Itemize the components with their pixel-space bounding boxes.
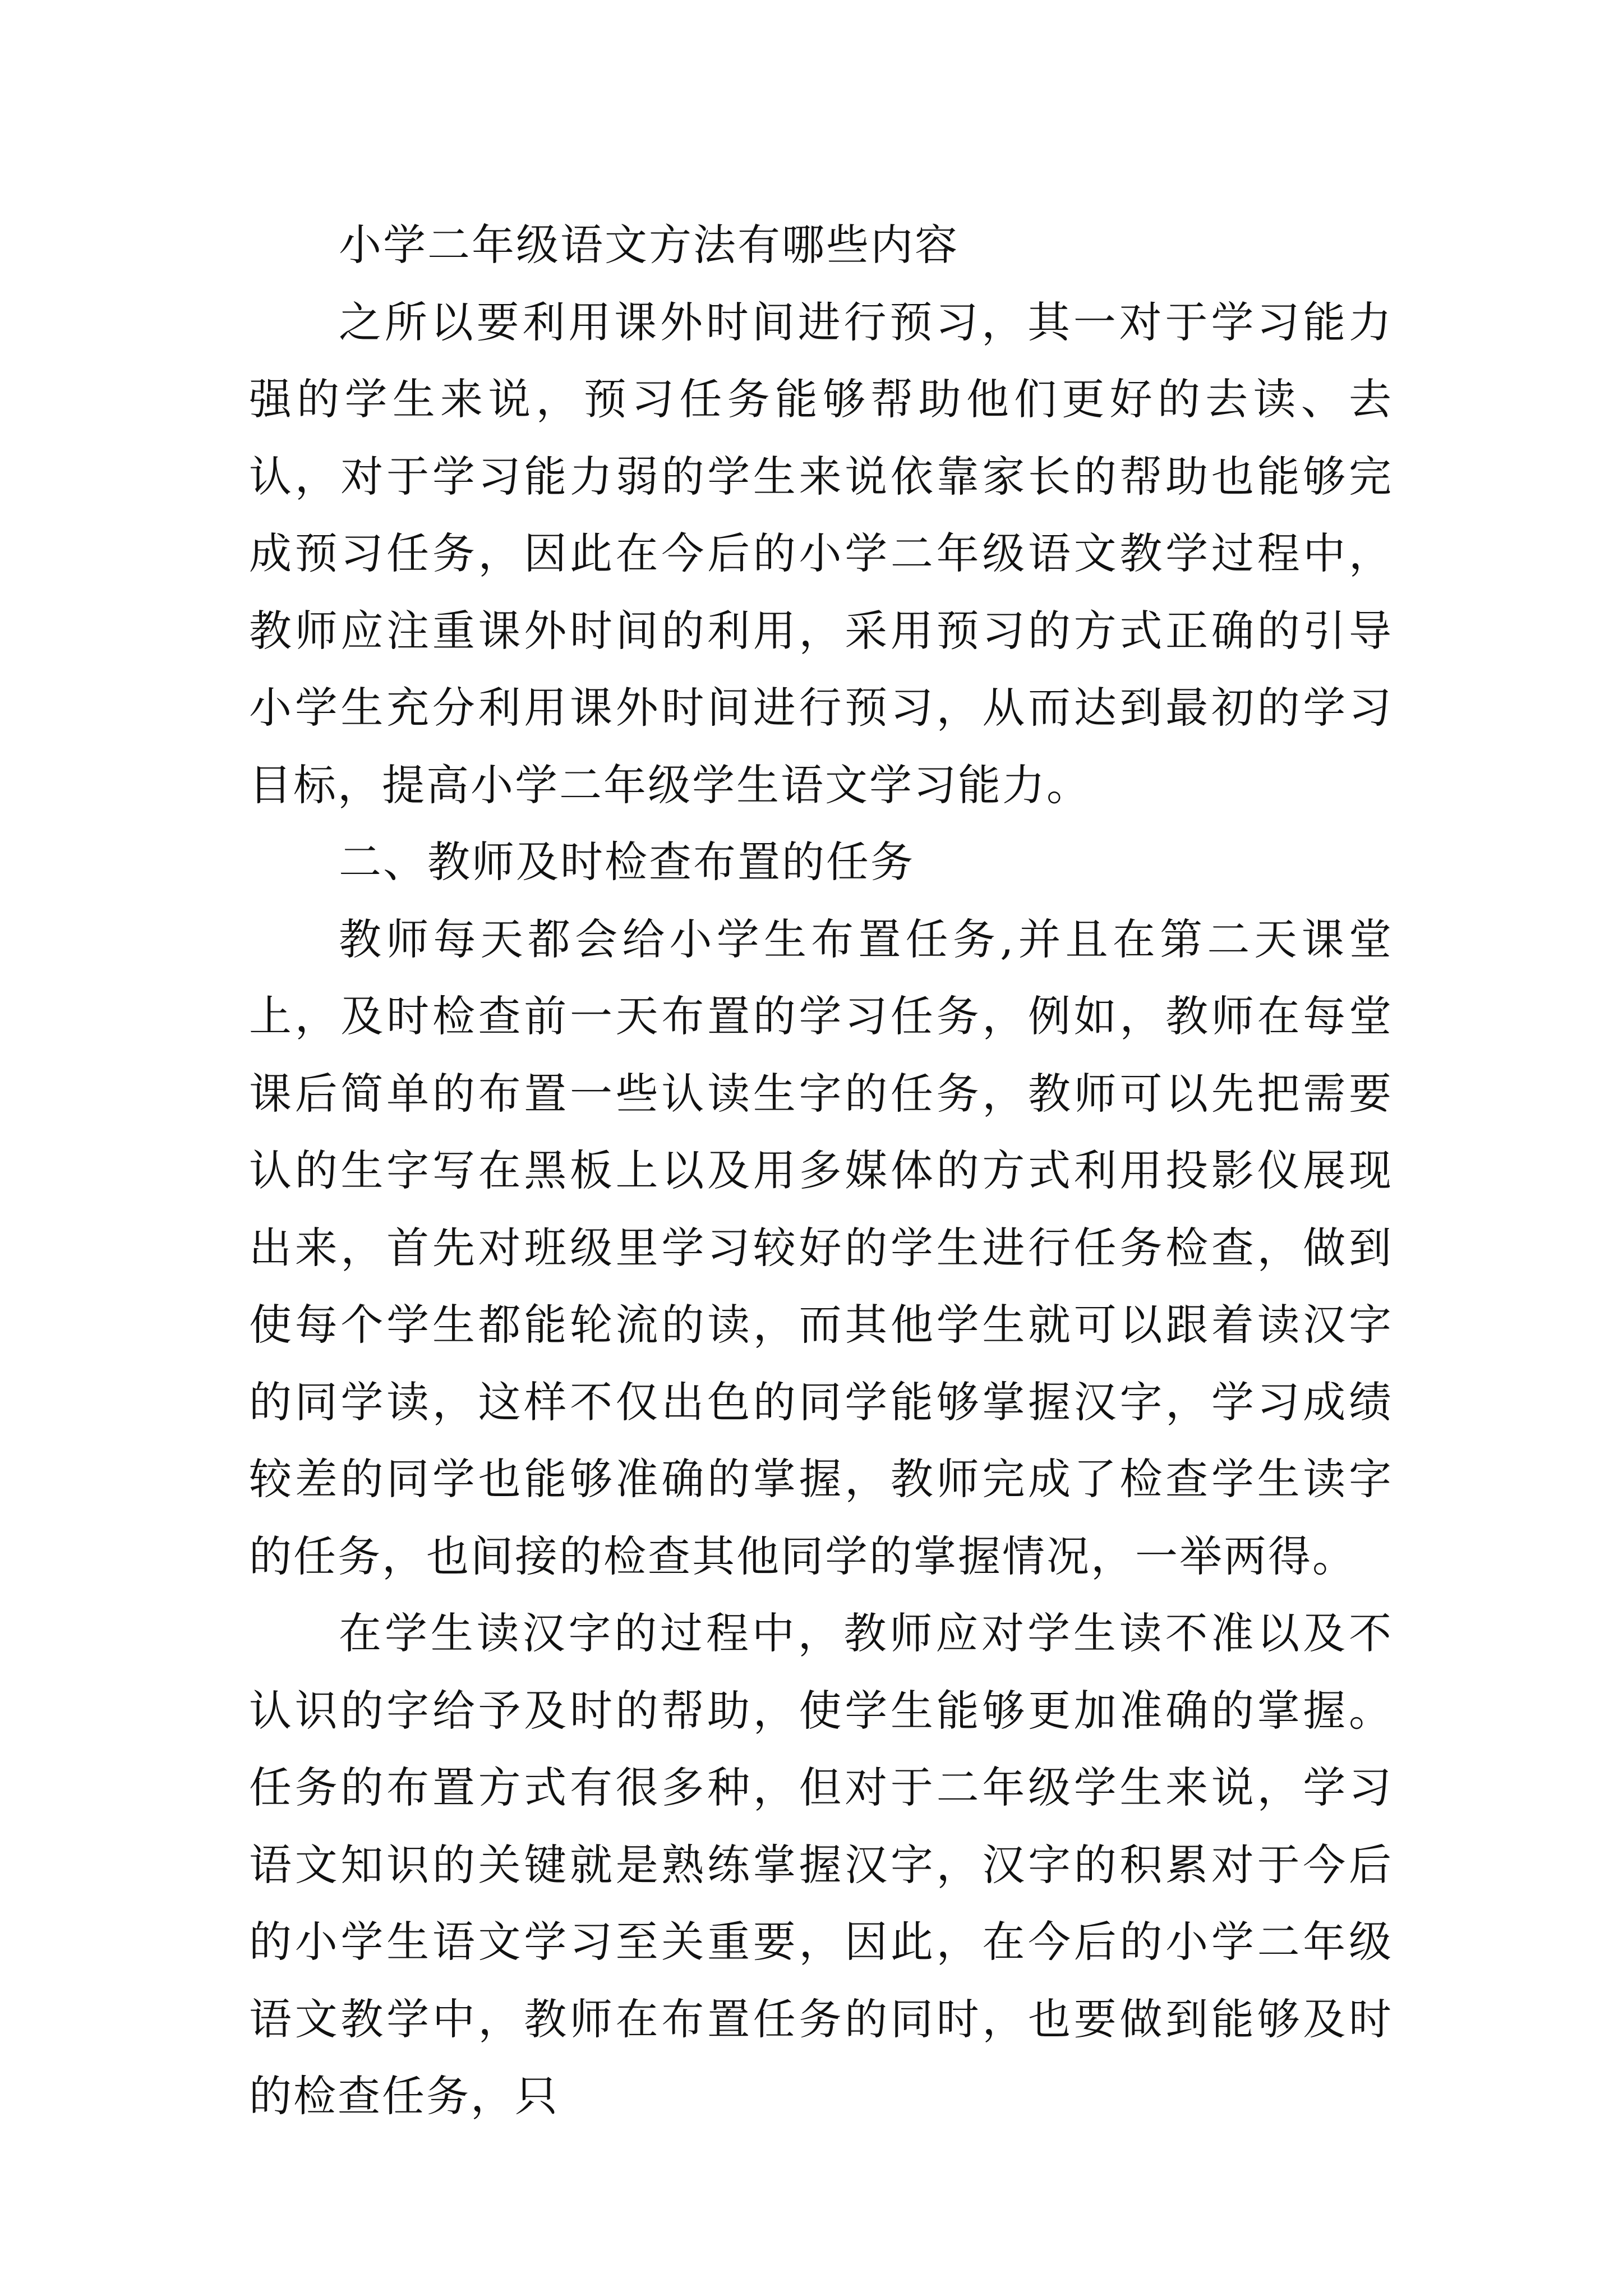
document-body	[249, 206, 1393, 2135]
paragraph-guidance: 在学生读汉字的过程中，教师应对学生读不准以及不认识的字给予及时的帮助，使学生能够更加准确的掌握。任务的布置方式有很多种，但对于二年级学生来说，学习语文知识的关键就是熟练掌握汉字，汉字的积累对于今后的小学生语文学习至关重要，因此，在今后的小学二年级语文教学中，教师在布置任务的同时，也要做到能够及时的检查任务，只	[249, 1608, 1393, 2121]
paragraph-preview: 之所以要利用课外时间进行预习，其一对于学习能力强的学生来说，预习任务能够帮助他们更好的去读、去认，对于学习能力弱的学生来说依靠家长的帮助也能够完成预习任务，因此在今后的小学二年级语文教学过程中，教师应注重课外时间的利用，采用预习的方式正确的引导小学生充分利用课外时间进行预习，从而达到最初的学习目标，提高小学二年级学生语文学习能力。	[249, 297, 1393, 810]
paragraph-checking: 教师每天都会给小学生布置任务,并且在第二天课堂上，及时检查前一天布置的学习任务，例如，教师在每堂课后简单的布置一些认读生字的任务，教师可以先把需要认的生字写在黑板上以及用多媒体的方式利用投影仪展现出来，首先对班级里学习较好的学生进行任务检查，做到使每个学生都能轮流的读，而其他学生就可以跟着读汉字的同学读，这样不仅出色的同学能够掌握汉字，学习成绩较差的同学也能够准确的掌握，教师完成了检查学生读字的任务，也间接的检查其他同学的掌握情况，一举两得。	[249, 914, 1393, 1581]
document-title: 小学二年级语文方法有哪些内容	[339, 220, 959, 270]
section-heading: 二、教师及时检查布置的任务	[339, 837, 915, 887]
